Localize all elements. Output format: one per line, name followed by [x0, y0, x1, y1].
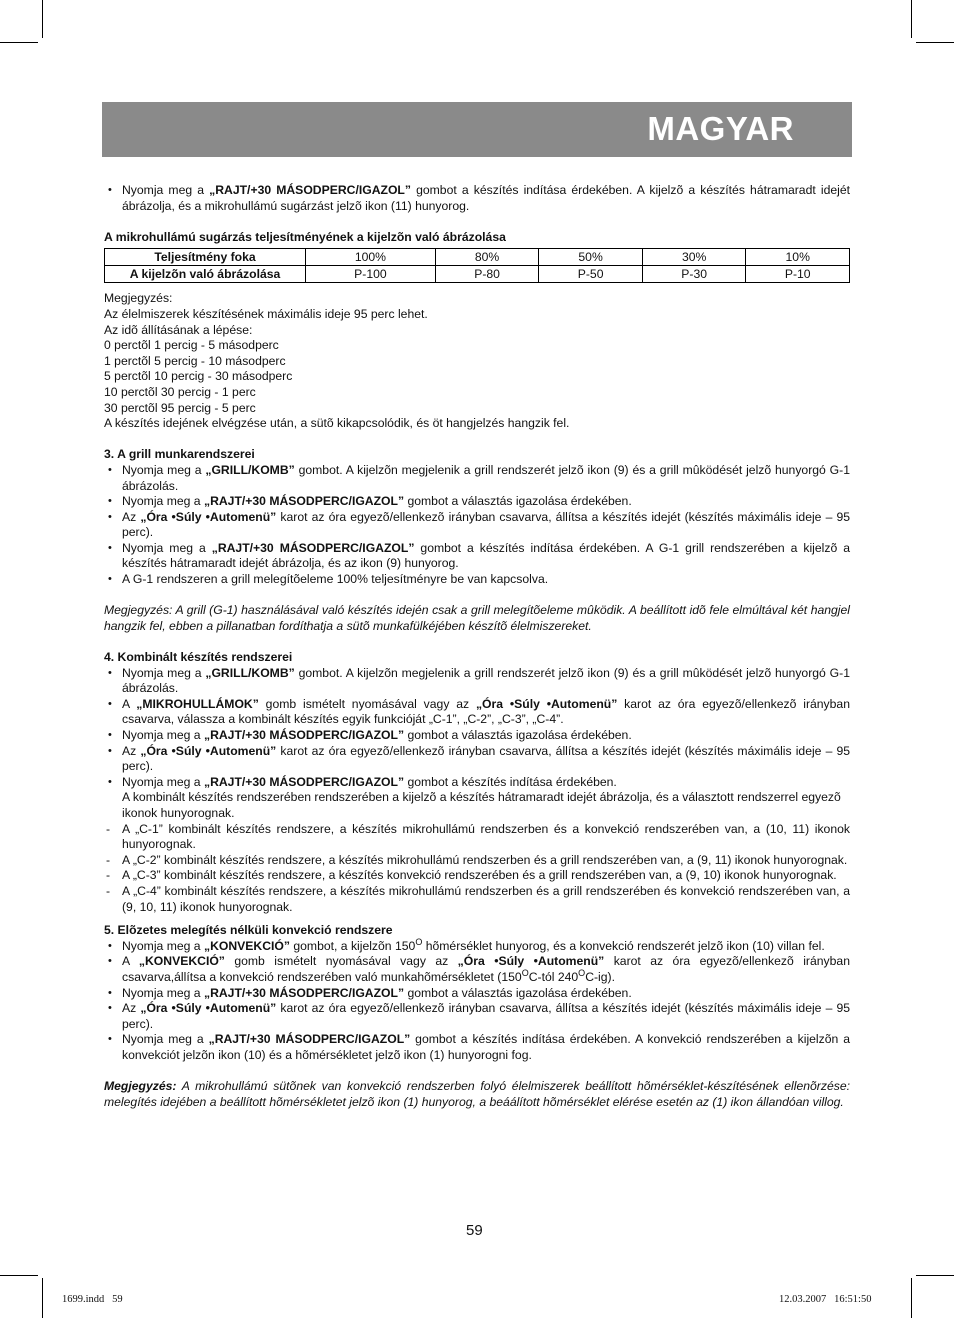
page-content: [104, 183, 850, 1110]
crop-mark: [911, 0, 912, 38]
dash-item: - A „C-1” kombinált készítés rendszere, a készítés mikrohullámú rendszerben és a konvekció rendszerében van, a (10, 11) ikonok hunyorognak.: [104, 822, 850, 853]
list-item: • A G-1 rendszeren a grill melegítõeleme 100% teljesítményre be van kapcsolva.: [104, 572, 850, 588]
dash-item: - A „C-2” kombinált készítés rendszere, a készítés mikrohullámú rendszerben és a grill rendszerében van, a (9, 11) ikonok hunyorognak.: [104, 853, 850, 869]
note-text: Megjegyzés: A grill (G-1) használásával való készítés idején csak a grill melegítõeleme mûködik. A beállított idõ fele elmúltával két hangjel hangzik fel, ebben a pillanatban fordíthatja a sütõ munkafülkéjében készítõ élelmiszereket.: [104, 603, 850, 633]
list-item: • Nyomja meg a „RAJT/+30 MÁSODPERC/IGAZOL” gombot a választás igazolása érdekében.: [104, 494, 850, 510]
list-item: • A „MIKROHULLÁMOK” gomb ismételt nyomásával vagy az „Óra •Súly •Automenü” karot az óra egyezõ/ellenkezõ irányban csavarva, válassza a kombinált készítés egyik funkcióját „C-1”, „C-2”, „C-3”, „C-4”.: [104, 697, 850, 728]
dash-item: - A „C-4” kombinált készítés rendszere, a készítés mikrohullámú rendszerben és a grill rendszerében és konvekció rendszerében van, a (9, 10, 11) ikonok hunyorognak.: [104, 884, 850, 915]
page-title: MAGYAR: [647, 110, 794, 147]
power-table: [104, 248, 850, 283]
table-title: A mikrohullámú sugárzás teljesítményének a kijelzõn való ábrázolása: [104, 229, 506, 244]
list-item: • A „KONVEKCIÓ” gomb ismételt nyomásával vagy az „Óra •Súly •Automenü” karot az óra egyezõ/ellenkezõ irányban csavarva,állítsa a konvekció rendszerében való munkahõmérsékletet ($150^OC$-tól $240^OC-ig$).: [104, 954, 850, 985]
list-item: • Nyomja meg a „RAJT/+30 MÁSODPERC/IGAZOL” gombot a készítés indítása érdekében. A G-1 grill rendszerében a kijelzõ a készítés hátramaradt idejét ábrázolja, és az ikon (9) hunyorog.: [104, 541, 850, 572]
list-item: • Nyomja meg a „RAJT/+30 MÁSODPERC/IGAZOL” gombot a készítés indítása érdekében.: [104, 775, 850, 791]
list-item-continuation: A kombinált készítés rendszerében rendszerében a kijelzõ a készítés hátramaradt idejét ábrázolja, és a választott rendszerrel egyezõ ikonok hunyorognak.: [122, 790, 841, 820]
note-text: Megjegyzés: A mikrohullámú sütõnek van konvekció rendszerben folyó élelmiszerek beállított hõmérséklet-készítésének ellenõrzése: melegítés idejében a beállított hõmérsékletet jelzõ ikon (1) hunyorog, a beáálított hõmérséklet elérése esetén az (1) ikon állandóan villog.: [104, 1079, 850, 1109]
table-row: A kijelzõn való ábrázolása P-100 P-80 P-50 P-30 P-10: [105, 266, 850, 283]
crop-mark: [42, 0, 43, 38]
list-item: • Az „Óra •Súly •Automenü” karot az óra egyezõ/ellenkezõ irányban csavarva, állítsa a készítés idejét (készítés máximális ideje – 95 perc).: [104, 1001, 850, 1032]
crop-mark: [916, 42, 954, 43]
list-item: • Nyomja meg a „RAJT/+30 MÁSODPERC/IGAZOL” gombot a készítés indítása érdekében. A kijelzõ a készítés hátramaradt idejét ábrázolja, és a mikrohullámú sugárzást jelzõ ikon (11) hunyorog.: [104, 183, 850, 214]
section-title: 4. Kombinált készítés rendszerei: [104, 650, 293, 665]
list-item: • Nyomja meg a „RAJT/+30 MÁSODPERC/IGAZOL” gombot a választás igazolása érdekében.: [104, 728, 850, 744]
list-item: • Nyomja meg a „GRILL/KOMB” gombot. A kijelzõn megjelenik a grill rendszerét jelzõ ikon (9) és a grill mûködését jelzõ hunyorgó G-1 ábrázolás.: [104, 666, 850, 697]
header-bar: [102, 102, 852, 157]
list-item: • Az „Óra •Súly •Automenü” karot az óra egyezõ/ellenkezõ irányban csavarva, állítsa a készítés idejét (készítés máximális ideje – 95 perc).: [104, 744, 850, 775]
note-block: Megjegyzés: Az élelmiszerek készítésének máximális ideje 95 perc lehet. Az idõ állításának a lépése: 0 perctõl 1 percig - 5 másodperc 1 perctõl 5 percig - 10 másodperc 5 perctõl 10 percig - 30 másodperc 10 perctõl 30 percig - 1 perc 30 perctõl 95 percig - 5 perc A készítés idejének elvégzése után, a sütõ kikapcsolódik, és öt hangjelzés hangzik fel.: [104, 291, 570, 431]
footer-file: 1699.indd 59: [62, 1294, 123, 1305]
crop-mark: [0, 42, 38, 43]
list-item: • Nyomja meg a „KONVEKCIÓ” gombot, a kijelzõn $150^O$ hõmérséklet hunyorog, és a konvekció rendszerét jelzõ ikon (10) villan fel.: [104, 939, 850, 955]
list-item: • Az „Óra •Súly •Automenü” karot az óra egyezõ/ellenkezõ irányban csavarva, állítsa a készítés idejét (készítés máximális ideje – 95 perc).: [104, 510, 850, 541]
page-number: 59: [466, 1222, 483, 1239]
crop-mark: [0, 1275, 38, 1276]
list-item: • Nyomja meg a „GRILL/KOMB” gombot. A kijelzõn megjelenik a grill rendszerét jelzõ ikon (9) és a grill mûködését jelzõ hunyorgó G-1 ábrázolás.: [104, 463, 850, 494]
list-item: • Nyomja meg a „RAJT/+30 MÁSODPERC/IGAZOL” gombot a választás igazolása érdekében.: [104, 986, 850, 1002]
section-title: 3. A grill munkarendszerei: [104, 447, 255, 462]
footer-timestamp: 12.03.2007 16:51:50: [779, 1294, 872, 1305]
dash-item: - A „C-3” kombinált készítés rendszere, a készítés konvekció rendszerében és a grill rendszerében van, a (9, 10) ikonok hunyorognak.: [104, 868, 850, 884]
crop-mark: [916, 1275, 954, 1276]
crop-mark: [911, 1278, 912, 1318]
crop-mark: [42, 1278, 43, 1318]
table-row: Teljesítmény foka 100% 80% 50% 30% 10%: [105, 249, 850, 266]
section-title: 5. Elõzetes melegítés nélküli konvekció rendszere: [104, 923, 393, 938]
list-item: • Nyomja meg a „RAJT/+30 MÁSODPERC/IGAZOL” gombot a készítés indítása érdekében. A konvekció rendszerében a kijelzõn a konvekciót jelzõn ikon (10) és a hõmérsékletet jelzõ ikon (1) hunyorogni fog.: [104, 1032, 850, 1063]
